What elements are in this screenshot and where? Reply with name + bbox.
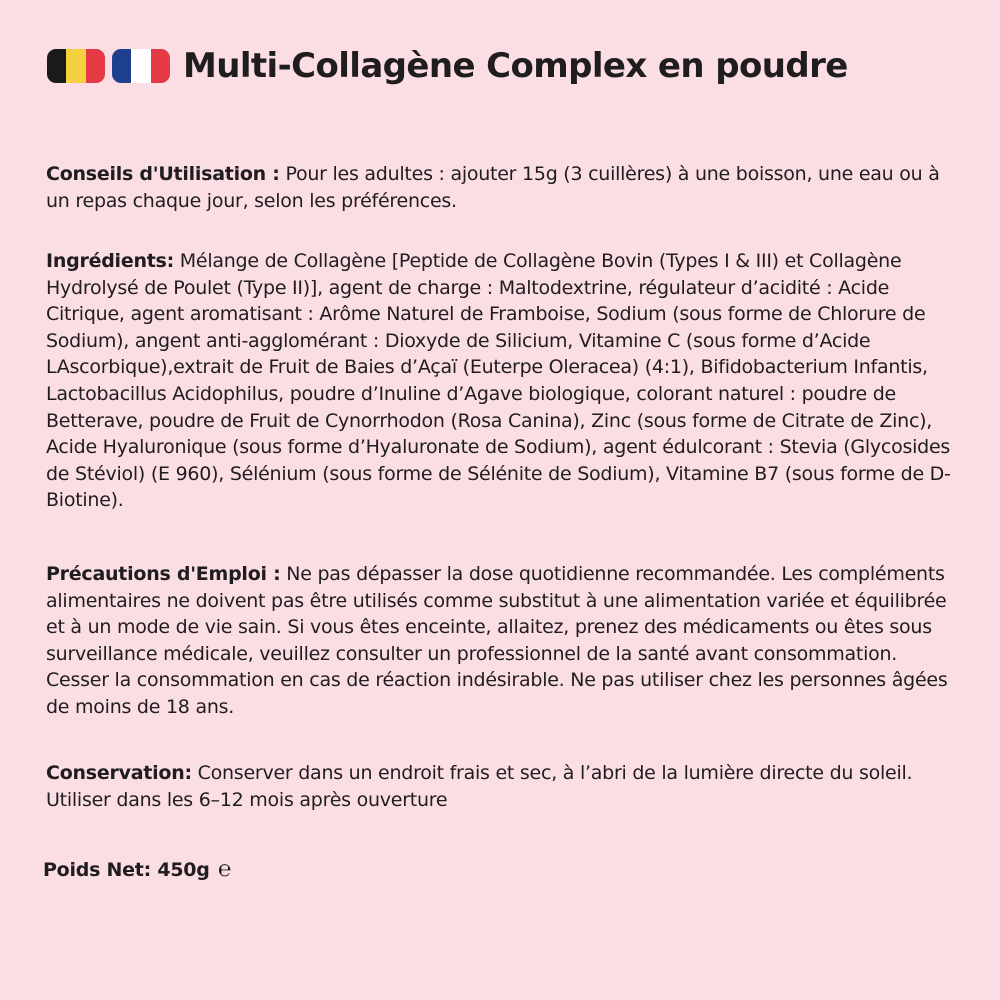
net-weight xyxy=(43,856,231,884)
france-flag-icon xyxy=(112,49,170,83)
ingredients-label: Ingrédients: xyxy=(46,250,174,272)
usage-section xyxy=(46,161,956,214)
conservation-text: Conserver dans un endroit frais et sec, à l’abri de la lumière directe du soleil. Utiliser dans les 6–12 mois après ouverture xyxy=(46,762,913,811)
precautions-label: Précautions d'Emploi : xyxy=(46,563,281,585)
precautions-text: Ne pas dépasser la dose quotidienne recommandée. Les compléments alimentaires ne doivent pas être utilisés comme substitut à une alimentation variée et équilibrée et à un mode de vie sain. Si vous êtes enceinte, allaitez, prenez des médicaments ou êtes sous surveillance médicale, veuillez consulter un professionnel de la santé avant consommation. Cesser la consommation en cas de réaction indésirable. Ne pas utiliser chez les personnes âgées de moins de 18 ans. xyxy=(46,563,948,718)
conservation-section xyxy=(46,760,956,813)
net-weight-label: Poids Net: 450g xyxy=(43,859,210,881)
ingredients-section xyxy=(46,248,956,514)
usage-text: Pour les adultes : ajouter 15g (3 cuillères) à une boisson, une eau ou à un repas chaque jour, selon les préférences. xyxy=(46,163,940,212)
ingredients-text: Mélange de Collagène [Peptide de Collagène Bovin (Types I & III) et Collagène Hydrolysé de Poulet (Type II)], agent de charge : Maltodextrine, régulateur d’acidité : Acide Citrique, agent aromatisant : Arôme Naturel de Framboise, Sodium (sous forme de Chlorure de Sodium), angent anti-agglomérant : Dioxyde de Silicium, Vitamine C (sous forme d’Acide LAscorbique),extrait de Fruit de Baies d’Açaï (Euterpe Oleracea) (4:1), Bifidobacterium Infantis, Lactobacillus Acidophilus, poudre d’Inuline d’Agave biologique, colorant naturel : poudre de Betterave, poudre de Fruit de Cynorrhodon (Rosa Canina), Zinc (sous forme de Citrate de Zinc), Acide Hyaluronique (sous forme d’Hyaluronate de Sodium), agent édulcorant : Stevia (Glycosides de Stéviol) (E 960), Sélénium (sous forme de Sélénite de Sodium), Vitamine B7 (sous forme de D-Biotine). xyxy=(46,250,951,512)
conservation-label: Conservation: xyxy=(46,762,192,784)
page-header xyxy=(47,42,848,90)
precautions-section xyxy=(46,561,956,721)
estimated-sign-icon: ℮ xyxy=(218,857,231,882)
page-title: Multi-Collagène Complex en poudre xyxy=(183,46,848,86)
usage-label: Conseils d'Utilisation : xyxy=(46,163,280,185)
belgium-flag-icon xyxy=(47,49,105,83)
